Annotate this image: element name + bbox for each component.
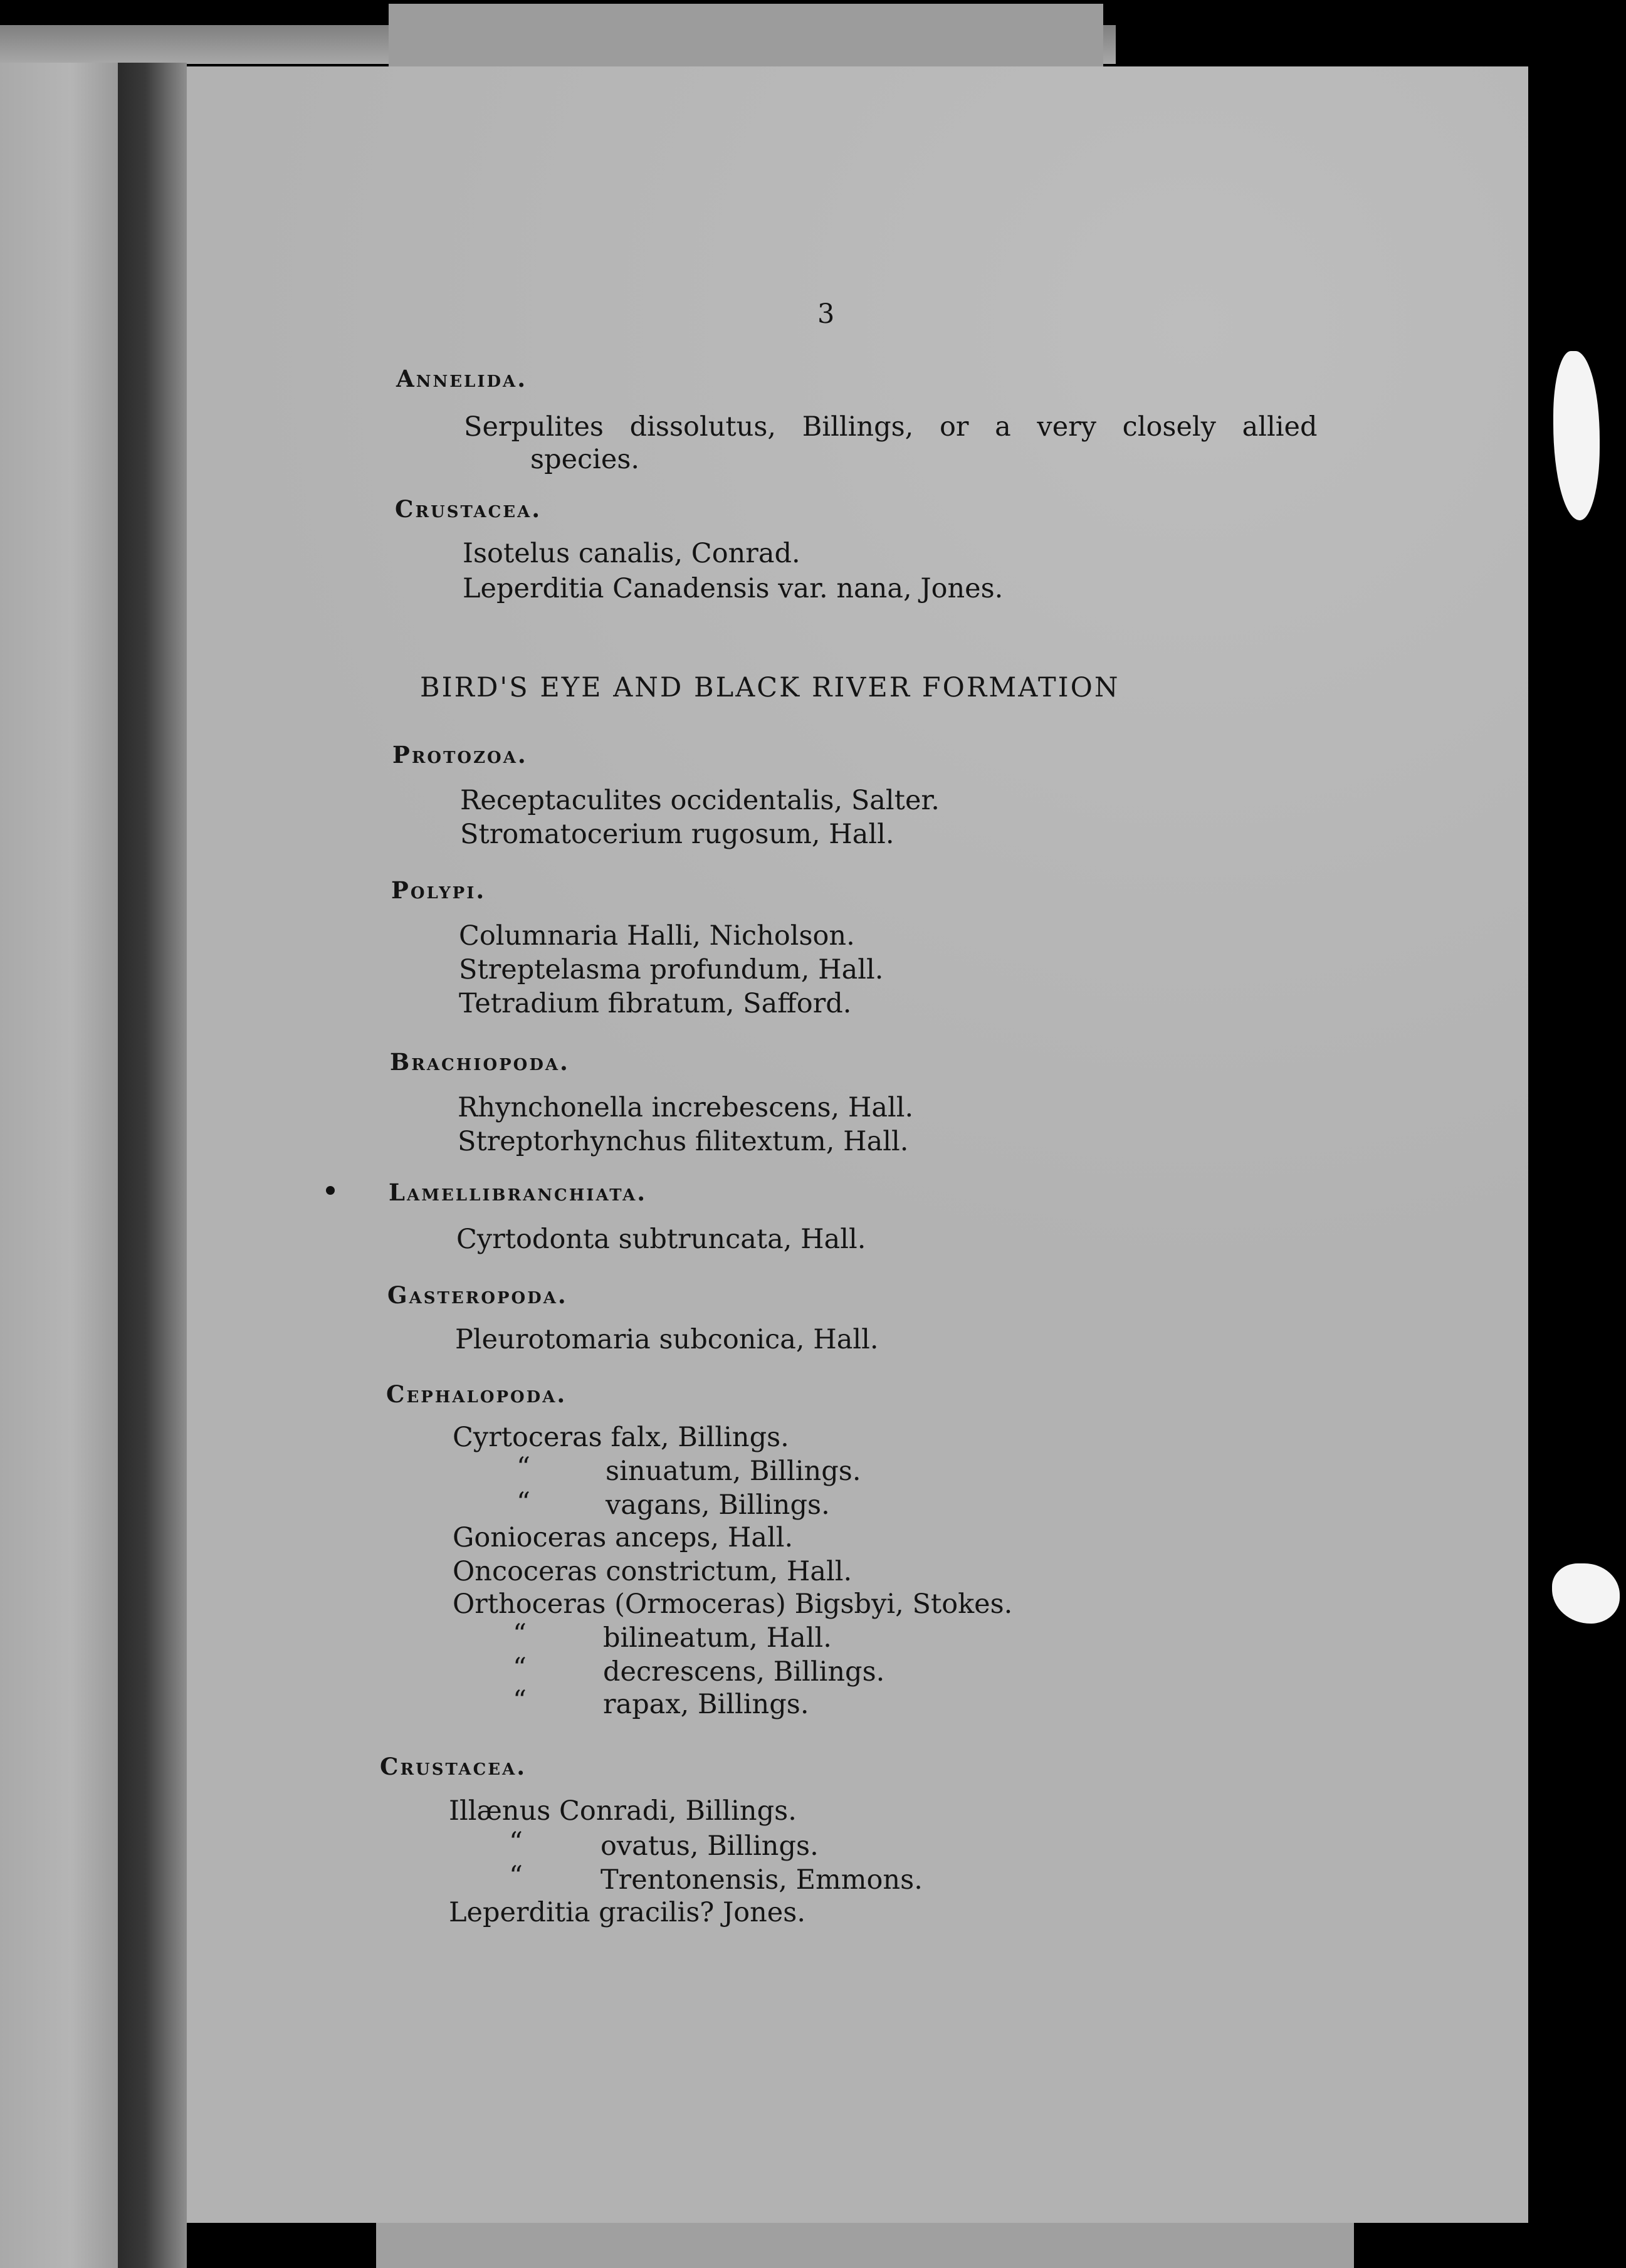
film-damage-spot: [1553, 351, 1600, 520]
film-damage-spot: [1552, 1563, 1620, 1624]
heading-polypi: Polypi.: [391, 876, 486, 904]
entry-receptaculites: Receptaculites occidentalis, Salter.: [460, 785, 940, 816]
entry-rapax: rapax, Billings.: [603, 1689, 809, 1720]
entry-orthoceras: Orthoceras (Ormoceras) Bigsbyi, Stokes.: [453, 1588, 1013, 1620]
page-number: 3: [817, 298, 835, 330]
scanned-page: [187, 66, 1528, 2223]
heading-lamellibranchiata: Lamellibranchiata.: [389, 1179, 648, 1206]
heading-cephalopoda: Cephalopoda.: [386, 1380, 567, 1408]
ditto-mark: “: [513, 1652, 527, 1684]
entry-serpulites-cont: species.: [530, 444, 640, 475]
heading-crustacea-2: Crustacea.: [380, 1753, 527, 1780]
heading-protozoa: Protozoa.: [392, 741, 528, 769]
entry-cyrtodonta: Cyrtodonta subtruncata, Hall.: [456, 1224, 866, 1255]
entry-sinuatum: sinuatum, Billings.: [606, 1456, 861, 1487]
entry-isotelus: Isotelus canalis, Conrad.: [463, 538, 800, 569]
film-bottom-strip: [376, 2223, 1354, 2268]
entry-streptorhynchus: Streptorhynchus filitextum, Hall.: [458, 1126, 909, 1157]
ditto-mark: “: [509, 1827, 523, 1858]
bullet-dot: [326, 1186, 335, 1195]
heading-brachiopoda: Brachiopoda.: [390, 1048, 570, 1076]
entry-columnaria: Columnaria Halli, Nicholson.: [459, 920, 855, 952]
entry-pleurotomaria: Pleurotomaria subconica, Hall.: [455, 1324, 879, 1355]
entry-leperditia-gracilis: Leperditia gracilis? Jones.: [449, 1897, 805, 1928]
heading-annelida: Annelida.: [396, 365, 528, 392]
entry-leperditia-canadensis: Leperditia Canadensis var. nana, Jones.: [463, 573, 1004, 604]
ditto-mark: “: [513, 1685, 527, 1716]
ditto-mark: “: [509, 1861, 523, 1892]
entry-oncoceras: Oncoceras constrictum, Hall.: [453, 1556, 852, 1587]
entry-ovatus: ovatus, Billings.: [601, 1830, 819, 1862]
entry-trentonensis: Trentonensis, Emmons.: [601, 1864, 923, 1896]
film-top-tab: [389, 4, 1103, 66]
heading-gasteropoda: Gasteropoda.: [387, 1281, 568, 1309]
ditto-mark: “: [513, 1619, 527, 1650]
entry-streptelasma: Streptelasma profundum, Hall.: [459, 954, 884, 985]
entry-decrescens: decrescens, Billings.: [603, 1656, 885, 1688]
entry-gonioceras: Gonioceras anceps, Hall.: [453, 1522, 794, 1553]
entry-cyrtoceras-falx: Cyrtoceras falx, Billings.: [453, 1422, 789, 1453]
entry-serpulites: Serpulites dissolutus, Billings, or a very closely allied: [464, 411, 1318, 443]
heading-crustacea-1: Crustacea.: [395, 495, 542, 523]
entry-stromatocerium: Stromatocerium rugosum, Hall.: [460, 819, 894, 850]
entry-vagans: vagans, Billings.: [606, 1489, 830, 1521]
entry-tetradium: Tetradium fibratum, Safford.: [459, 988, 852, 1019]
entry-rhynchonella: Rhynchonella increbescens, Hall.: [458, 1092, 914, 1123]
ditto-mark: “: [517, 1487, 530, 1518]
entry-bilineatum: bilineatum, Hall.: [603, 1622, 832, 1654]
facing-page-strip: [0, 63, 118, 2268]
formation-title: BIRD'S EYE AND BLACK RIVER FORMATION: [420, 672, 1120, 703]
book-gutter: [118, 63, 187, 2268]
entry-illaenus-conradi: Illænus Conradi, Billings.: [449, 1795, 797, 1827]
ditto-mark: “: [517, 1452, 530, 1483]
